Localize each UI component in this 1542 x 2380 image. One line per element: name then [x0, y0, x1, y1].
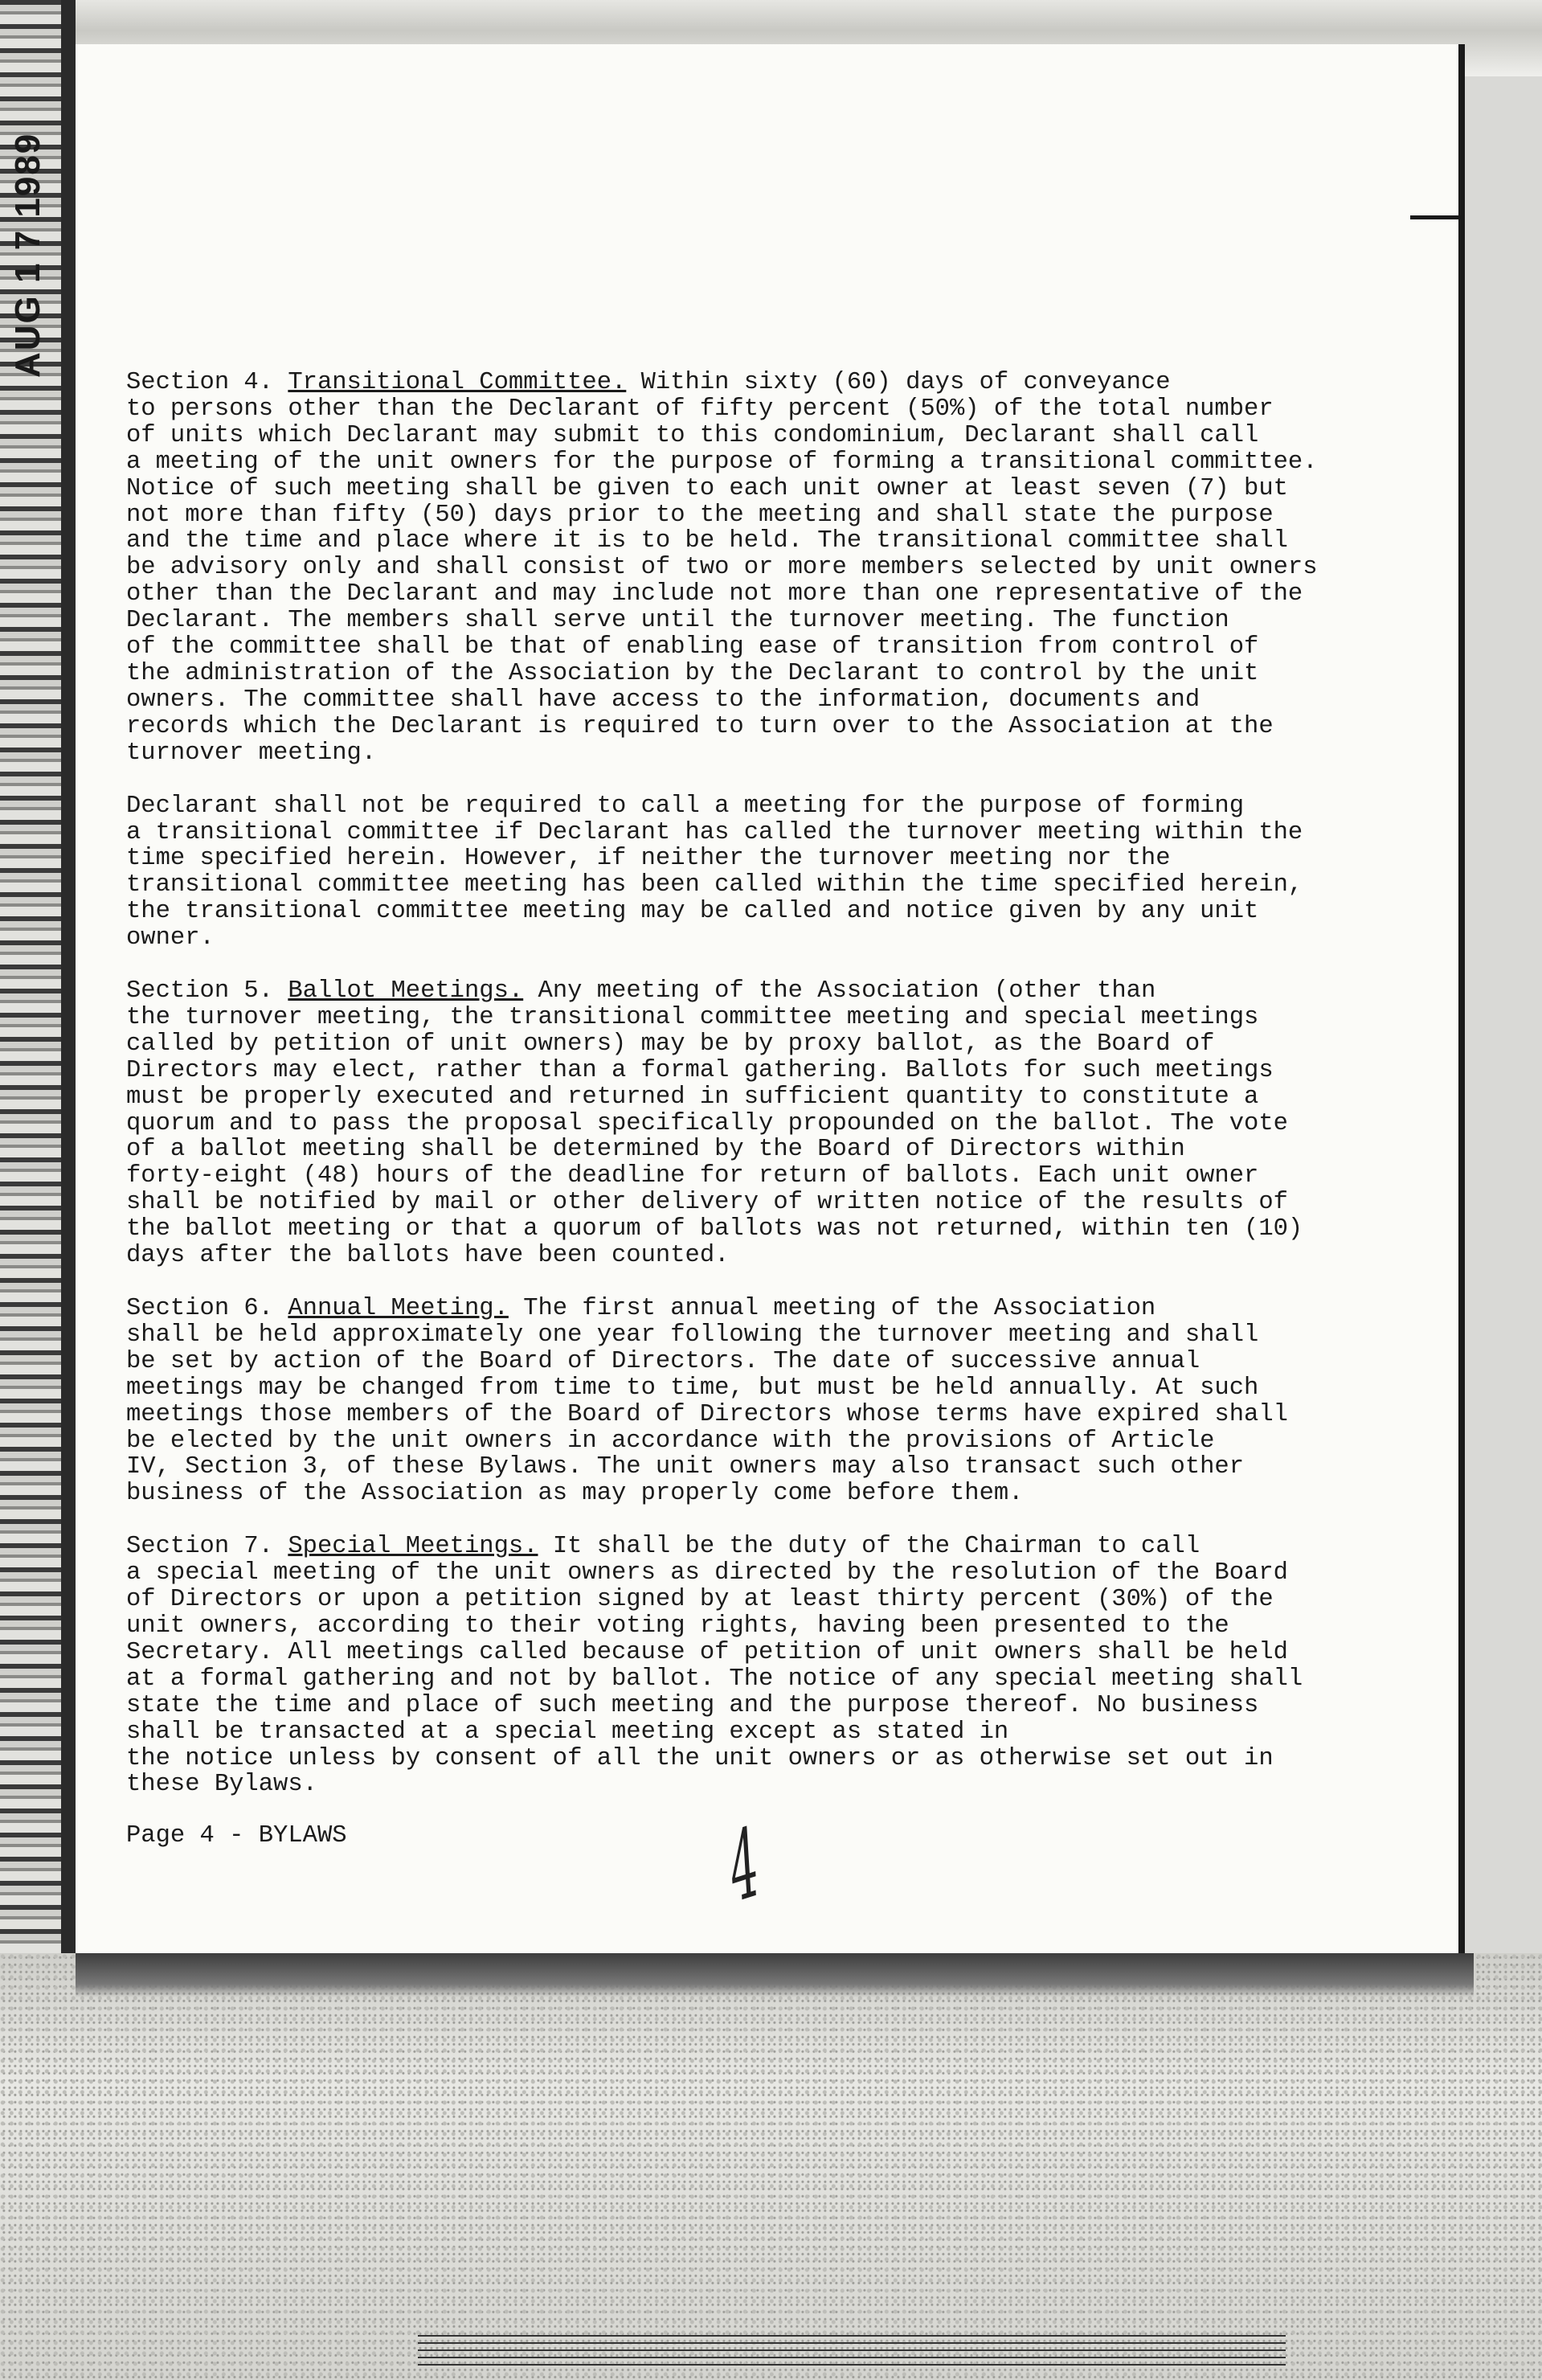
section-text: It shall be the duty of the Chairman to call a special meeting of the unit owners as directed by the resolution of the Board of Directors or upon a petition signed by at least thirty percent (30%) of the unit owners, according to their voting rights, having been presented to the Secretary. All meetings called because of petition of unit owners shall be held at a formal gathering and not by ballot. The notice of any special meeting shall state the time and place of such meeting and the purpose thereof. No business shall be transacted at a special meeting except as stated in the notice unless by consent of all the unit owners or as otherwise set out in these Bylaws.	[126, 1533, 1303, 1799]
section-5-paragraph	[126, 978, 1373, 1269]
bylaws-body	[126, 370, 1373, 1798]
section-heading: Section 7.	[126, 1533, 274, 1561]
section-heading: Section 6.	[126, 1295, 274, 1322]
date-stamp: AUG 1 7 1989	[8, 132, 47, 378]
section-4-paragraph-2: Declarant shall not be required to call a meeting for the purpose of forming a transitional committee if Declarant has called the turnover meeting within the time specified herein. However, if neither the turnover meeting nor the transitional committee meeting has been called within the time specified herein, the transitional committee meeting may be called and notice given by any unit owner.	[126, 792, 1303, 952]
scan-bottom-shadow	[76, 1953, 1474, 1997]
section-6-paragraph	[126, 1296, 1373, 1507]
section-title: Ballot Meetings.	[288, 977, 524, 1006]
handwritten-page-number: 4	[726, 1805, 761, 1926]
page-footer: Page 4 - BYLAWS	[126, 1822, 347, 1850]
scan-bottom-edge	[0, 1953, 1542, 2380]
scan-bottom-lines	[418, 2335, 1286, 2367]
section-text: Any meeting of the Association (other than the turnover meeting, the transitional committee meeting and special meetings called by petition of unit owners) may be by proxy ballot, as the Board of Directors may elect, rather than a formal gathering. Ballots for such meetings must be properly executed and returned in sufficient quantity to constitute a quorum and to pass the proposal specifically propounded on the ballot. The vote of a ballot meeting shall be determined by the Board of Directors within forty-eight (48) hours of the deadline for return of ballots. Each unit owner shall be notified by mail or other delivery of written notice of the results of the ballot meeting or that a quorum of ballots was not returned, within ten (10) days after the ballots have been counted.	[126, 977, 1303, 1270]
section-title: Annual Meeting.	[288, 1295, 509, 1322]
section-text: The first annual meeting of the Association shall be held approximately one year following the turnover meeting and shall be set by action of the Board of Directors. The date of successive annual meetings may be changed from time to time, but must be held annually. At such meetings those members of the Board of Directors whose terms have expired shall be elected by the unit owners in accordance with the provisions of Article IV, Section 3, of these Bylaws. The unit owners may also transact such other business of the Association as may properly come before them.	[126, 1295, 1288, 1508]
section-text: Within sixty (60) days of conveyance to persons other than the Declarant of fifty percent (50%) of the total number of units which Declarant may submit to this condominium, Declarant shall call a meeting of the unit owners for the purpose of forming a transitional committee. Notice of such meeting shall be given to each unit owner at least seven (7) but not more than fifty (50) days prior to the meeting and shall state the purpose and the time and place where it is to be held. The transitional committee shall be advisory only and shall consist of two or more members selected by unit owners other than the Declarant and may include not more than one representative of the Declarant. The members shall serve until the turnover meeting. The function of the committee shall be that of enabling ease of transition from control of the administration of the Association by the Declarant to control by the unit owners. The committee shall have access to the information, documents and records which the Declarant is required to turn over to the Association at the turnover meeting.	[126, 369, 1318, 767]
section-heading: Section 5.	[126, 977, 274, 1006]
section-title: Special Meetings.	[288, 1533, 538, 1561]
section-7-paragraph	[126, 1534, 1373, 1798]
section-4-paragraph	[126, 370, 1373, 767]
section-heading: Section 4.	[126, 369, 274, 396]
right-margin-tick	[1410, 215, 1458, 219]
section-title: Transitional Committee.	[288, 369, 627, 396]
